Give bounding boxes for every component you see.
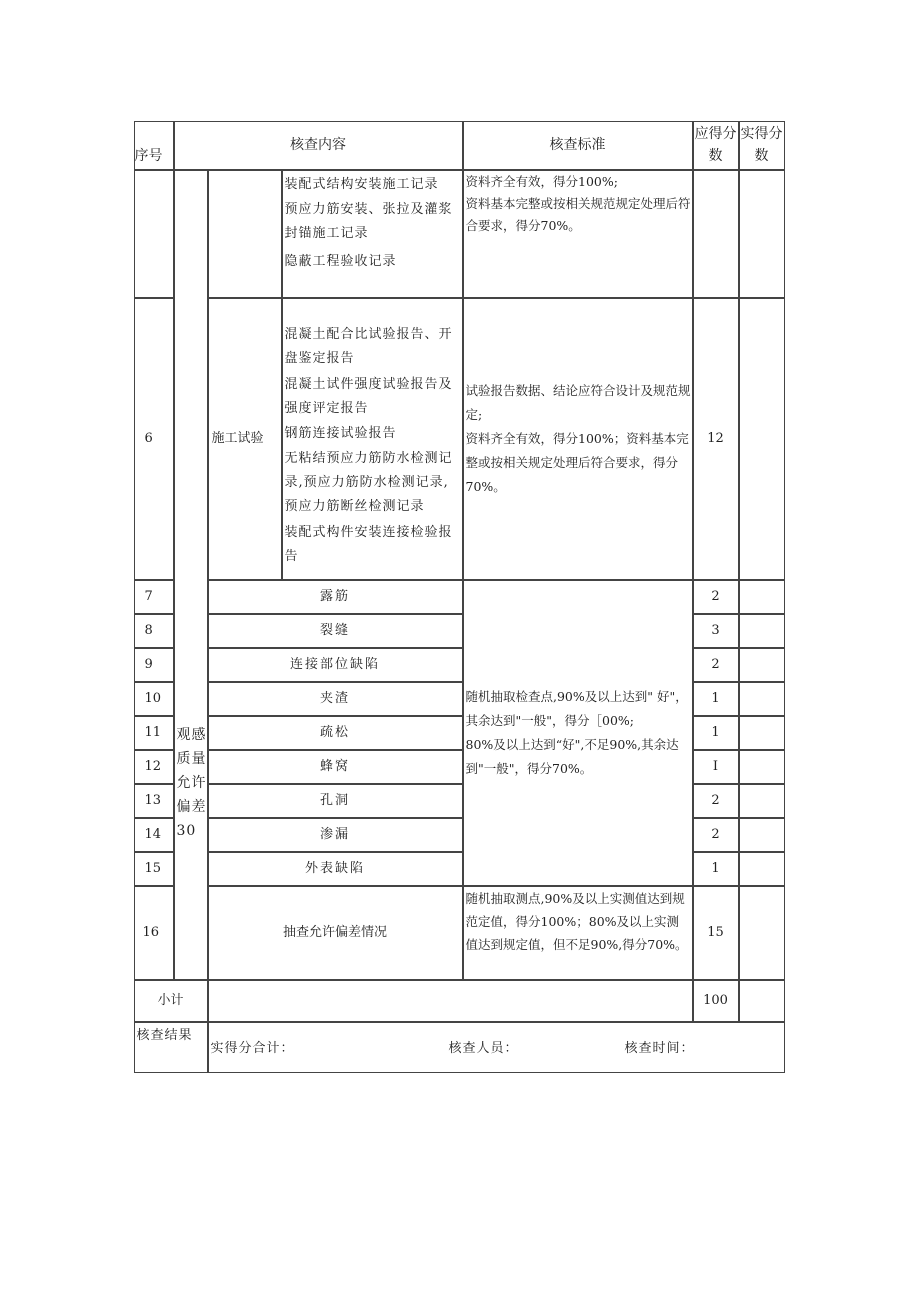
appearance-row-actual-score[interactable] <box>739 750 785 784</box>
header-content: 核查内容 <box>174 121 463 170</box>
standard-text: 资料齐全有效，得分100%; <box>465 173 618 189</box>
subtotal-actual-score[interactable] <box>739 980 785 1022</box>
appearance-row-actual-score[interactable] <box>739 852 785 886</box>
standard-text: 80%及以上达到“好",不足90%,其余达到"一般"，得分70%。 <box>465 736 679 776</box>
due-score-cell <box>693 170 739 298</box>
list-item: 装配式结构安装施工记录 <box>284 176 439 192</box>
result-time: 核查时间： <box>624 1040 695 1056</box>
appearance-row-item: 孔洞 <box>208 784 463 818</box>
row16-standard: 随机抽取测点,90%及以上实测值达到规范定值，得分100%；80%及以上实测值达到规定值，但不足90%,得分70%。 <box>463 886 693 980</box>
standard-text: 资料齐全有效，得分100%；资料基本完整或按相关规定处理后符合要求，得分70%。 <box>465 430 689 494</box>
result-total: 实得分合计： <box>210 1040 295 1056</box>
appearance-row-score: 2 <box>693 648 739 682</box>
appearance-row-item: 疏松 <box>208 716 463 750</box>
subtotal-blank <box>208 980 693 1022</box>
appearance-row-score: 1 <box>693 852 739 886</box>
row6-items <box>282 298 463 580</box>
list-item: 装配式构件安装连接检验报告 <box>284 524 453 564</box>
result-cell <box>208 1022 785 1073</box>
appearance-row-item: 连接部位缺陷 <box>208 648 463 682</box>
list-item: 混凝土试件强度试验报告及强度评定报告 <box>284 376 453 416</box>
appearance-row-seq: 13 <box>134 784 174 818</box>
category-column <box>174 170 208 980</box>
result-inspector: 核查人员： <box>448 1040 519 1056</box>
standard-text: 资料基本完整或按相关规范规定处理后符合要求，得分70%。 <box>465 195 691 233</box>
header-seq: 序号 <box>134 121 174 170</box>
appearance-row-seq: 14 <box>134 818 174 852</box>
subtotal-label: 小计 <box>134 980 208 1022</box>
appearance-row-score: 2 <box>693 818 739 852</box>
standard-text: 随机抽取检查点,90%及以上达到" 好"，其余达到"一般"，得分［00%; <box>465 688 688 728</box>
row16-actual-score[interactable] <box>739 886 785 980</box>
header-standard: 核查标准 <box>463 121 693 170</box>
actual-score-cell[interactable] <box>739 170 785 298</box>
appearance-row-seq: 10 <box>134 682 174 716</box>
list-item: 隐蔽工程验收记录 <box>284 253 397 269</box>
appearance-row-item: 蜂窝 <box>208 750 463 784</box>
appearance-row-score: 1 <box>693 682 739 716</box>
result-label: 核查结果 <box>134 1022 208 1073</box>
appearance-group-label: 观感质量允许偏差30 <box>176 726 207 839</box>
list-item: 无粘结预应力筋防水检测记录,预应力筋防水检测记录,预应力筋断丝检测记录 <box>284 450 453 514</box>
appearance-row-score: I <box>693 750 739 784</box>
records-standard <box>463 170 693 298</box>
row16-item: 抽查允许偏差情况 <box>208 886 463 980</box>
appearance-row-score: 2 <box>693 580 739 614</box>
appearance-row-actual-score[interactable] <box>739 682 785 716</box>
appearance-row-seq: 11 <box>134 716 174 750</box>
appearance-row-item: 外表缺陷 <box>208 852 463 886</box>
row16-score: 15 <box>693 886 739 980</box>
row16-seq: 16 <box>134 886 174 980</box>
subcategory-cell <box>208 170 282 298</box>
records-items <box>282 170 463 298</box>
appearance-row-actual-score[interactable] <box>739 716 785 750</box>
appearance-row-actual-score[interactable] <box>739 818 785 852</box>
appearance-row-actual-score[interactable] <box>739 784 785 818</box>
appearance-row-score: 3 <box>693 614 739 648</box>
standard-text: 试验报告数据、结论应符合设计及规范规定; <box>465 382 691 422</box>
row6-seq: 6 <box>134 298 174 580</box>
appearance-row-seq: 12 <box>134 750 174 784</box>
list-item: 混凝土配合比试验报告、开盘鉴定报告 <box>284 326 453 366</box>
row6-standard <box>463 298 693 580</box>
row6-category: 施工试验 <box>208 298 282 580</box>
row6-score: 12 <box>693 298 739 580</box>
appearance-row-seq: 15 <box>134 852 174 886</box>
row6-actual-score[interactable] <box>739 298 785 580</box>
appearance-row-actual-score[interactable] <box>739 614 785 648</box>
appearance-row-item: 裂缝 <box>208 614 463 648</box>
list-item: 预应力筋安装、张拉及灌浆封锚施工记录 <box>284 201 453 241</box>
appearance-standard <box>463 580 693 886</box>
appearance-row-seq: 9 <box>134 648 174 682</box>
list-item: 钢筋连接试验报告 <box>284 425 397 441</box>
appearance-row-seq: 7 <box>134 580 174 614</box>
appearance-row-seq: 8 <box>134 614 174 648</box>
appearance-row-item: 夹渣 <box>208 682 463 716</box>
header-due-score: 应得分数 <box>693 121 739 170</box>
appearance-row-actual-score[interactable] <box>739 580 785 614</box>
subtotal-score: 100 <box>693 980 739 1022</box>
appearance-row-score: 2 <box>693 784 739 818</box>
seq-cell <box>134 170 174 298</box>
appearance-row-actual-score[interactable] <box>739 648 785 682</box>
appearance-row-item: 渗漏 <box>208 818 463 852</box>
header-actual-score: 实得分数 <box>739 121 785 170</box>
appearance-row-score: 1 <box>693 716 739 750</box>
appearance-row-item: 露筋 <box>208 580 463 614</box>
